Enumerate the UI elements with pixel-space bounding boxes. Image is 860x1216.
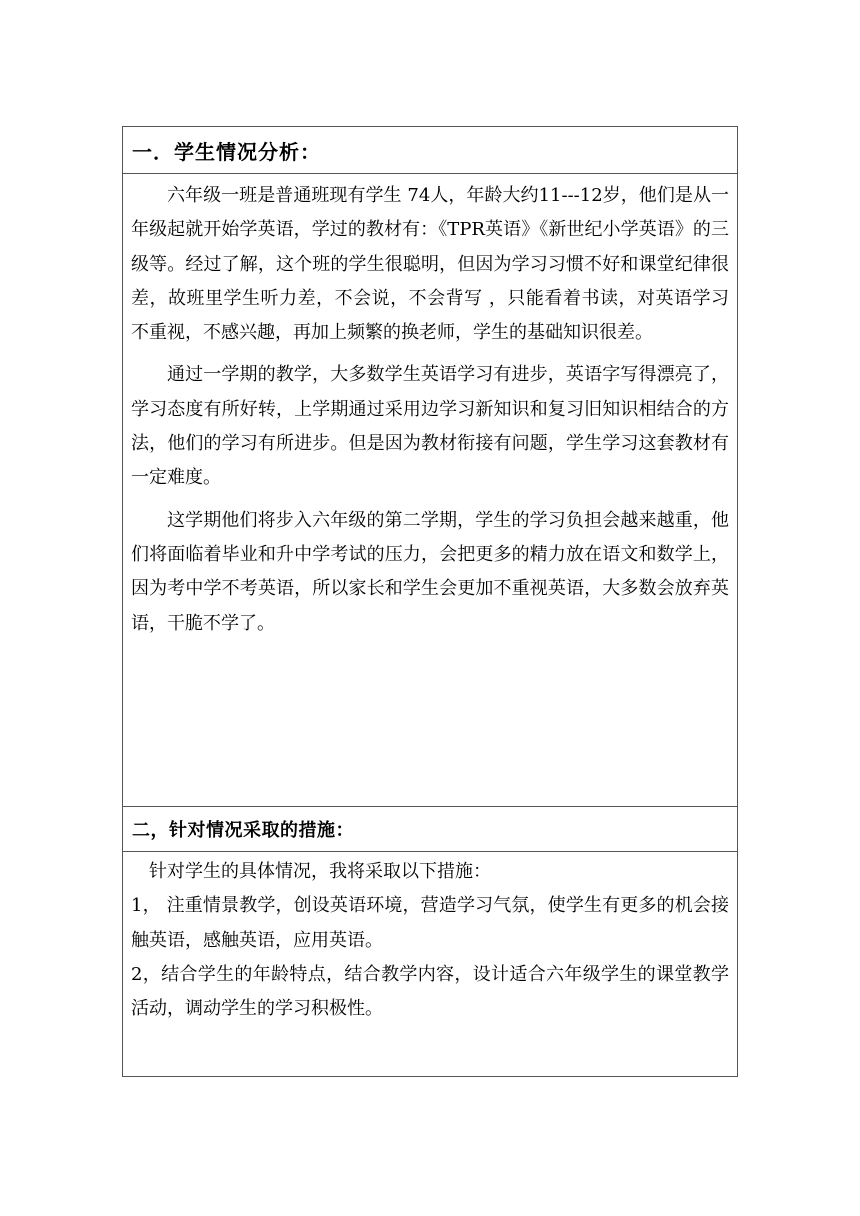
list-item: 1， 注重情景教学，创设英语环境，营造学习气氛，使学生有更多的机会接触英语，感触英语，应用英语。 bbox=[131, 895, 729, 951]
paragraph: 通过一学期的教学，大多数学生英语学习有进步，英语字写得漂亮了，学习态度有所好转，上学期通过采用边学习新知识和复习旧知识相结合的方法，他们的学习有所进步。但是因为教材衔接有问题，学生学习这套教材有一定难度。 bbox=[131, 364, 729, 489]
measures-intro: 针对学生的具体情况，我将采取以下措施： bbox=[149, 861, 491, 882]
measures-body bbox=[123, 851, 737, 1076]
list-item: 2，结合学生的年龄特点，结合教学内容，设计适合六年级学生的课堂教学活动，调动学生的学习积极性。 bbox=[131, 963, 729, 1020]
section-heading-measures: 二，针对情况采取的措施： bbox=[123, 806, 737, 851]
section-heading-student-analysis: 一．学生情况分析： bbox=[132, 139, 321, 164]
document-table bbox=[122, 126, 738, 1077]
paragraph: 这学期他们将步入六年级的第二学期，学生的学习负担会越来越重，他们将面临着毕业和升中学考试的压力，会把更多的精力放在语文和数学上，因为考中学不考英语，所以家长和学生会更加不重视英语，大多数会放弃英语，干脆不学了。 bbox=[131, 509, 729, 634]
student-analysis-body bbox=[123, 173, 737, 806]
paragraph: 六年级一班是普通班现有学生 74人，年龄大约11---12岁，他们是从一年级起就开始学英语，学过的教材有：《TPR英语》《新世纪小学英语》的三级等。经过了解，这个班的学生很聪明，但因为学习习惯不好和课堂纪律很差，故班里学生听力差，不会说，不会背写 ，只能看着书读，对英语学习不重视，不感兴趣，再加上频繁的换老师，学生的基础知识很差。 bbox=[131, 185, 729, 344]
